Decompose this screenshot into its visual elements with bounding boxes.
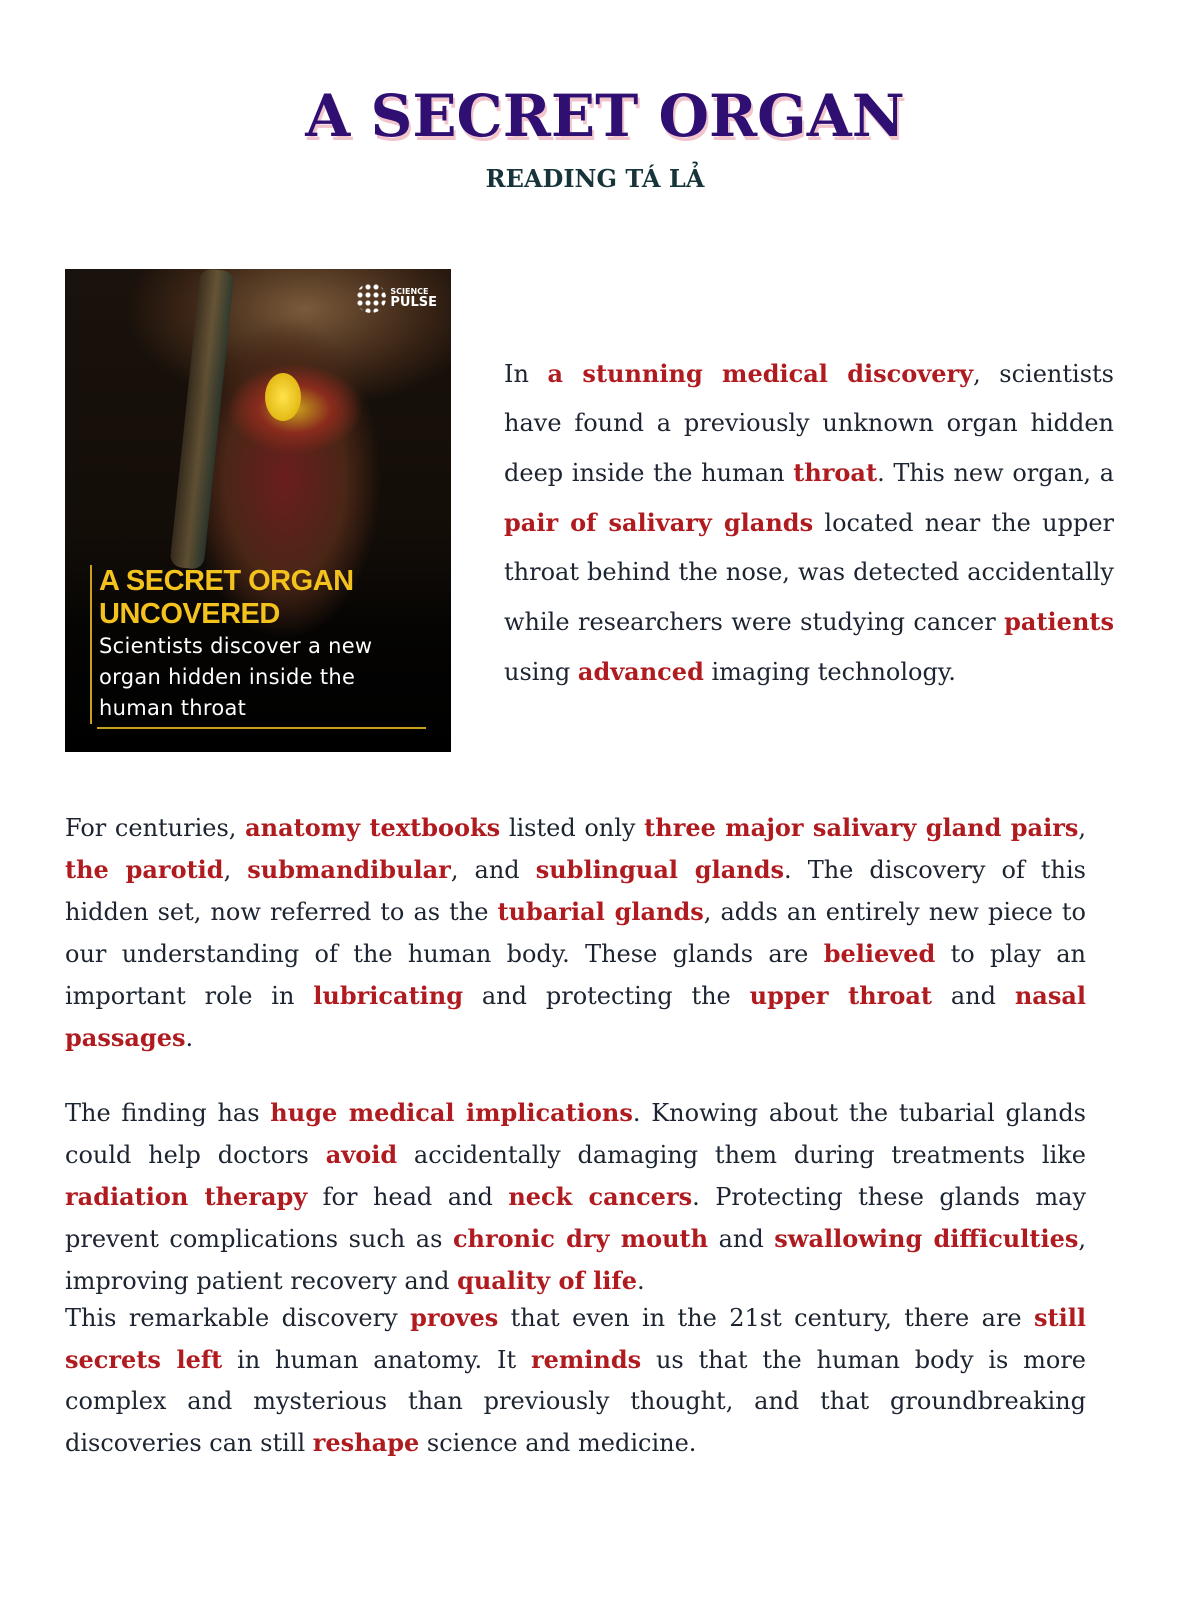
body-text: . Protecting these glands may prevent complications such as <box>65 1183 1086 1253</box>
body-text: , <box>223 856 248 884</box>
logo-line1: SCIENCE <box>390 287 429 296</box>
highlight-text: chronic dry mouth <box>452 1224 709 1253</box>
science-pulse-logo <box>356 283 437 313</box>
body-text: to play an important role in <box>65 940 1087 1010</box>
body-text: . The discovery of this hidden set, now referred to as the <box>65 856 1087 926</box>
logo-dots-icon <box>356 283 386 313</box>
body-text: accidentally damaging them during treatments like <box>397 1141 1087 1169</box>
logo-line2: PULSE <box>390 295 437 310</box>
highlight-text: anatomy textbooks <box>245 813 501 842</box>
body-text: that even in the 21st century, there are <box>498 1304 1035 1332</box>
body-text: located near the upper throat behind the nose, was detected accidentally while researchers were studying cancer <box>504 509 1114 636</box>
body-text: imaging technology. <box>703 658 956 686</box>
body-text: science and medicine. <box>419 1429 697 1457</box>
body-text: , adds an entirely new piece to our understanding of the human body. These glands are <box>65 898 1087 968</box>
body-text: us that the human body is more complex and mysterious than previously thought, and that groundbreaking discoveries can still <box>65 1346 1087 1457</box>
highlight-text: throat <box>793 458 878 487</box>
highlight-text: quality of life <box>457 1266 637 1295</box>
highlight-text: avoid <box>325 1140 398 1169</box>
cover-sub-2: organ hidden inside the <box>99 665 356 689</box>
cover-headline-1: A SECRET ORGAN <box>99 565 354 597</box>
highlight-text: a stunning medical discovery <box>547 359 974 388</box>
body-text: . Knowing about the tubarial glands could help doctors <box>65 1099 1086 1169</box>
body-text: and <box>708 1225 775 1253</box>
body-text: , and <box>450 856 536 884</box>
highlight-text: submandibular <box>247 855 451 884</box>
highlight-text: nasal passages <box>65 981 1087 1052</box>
trachea-illustration <box>169 269 234 570</box>
body-text: using <box>504 658 578 686</box>
body-text: , <box>1078 814 1087 842</box>
cover-image <box>65 269 451 752</box>
cover-sub-1: Scientists discover a new <box>99 634 373 658</box>
cover-divider <box>97 727 426 729</box>
body-text: . <box>185 1024 194 1052</box>
body-text: This remarkable discovery <box>65 1304 411 1332</box>
highlight-text: the parotid <box>65 855 224 884</box>
paragraph-anatomy <box>65 807 1086 1059</box>
body-text: in human anatomy. It <box>222 1346 531 1374</box>
organ-illustration <box>265 373 301 421</box>
highlight-text: pair of salivary glands <box>504 508 814 537</box>
highlight-text: sublingual glands <box>535 855 785 884</box>
highlight-text: lubricating <box>313 981 464 1010</box>
highlight-text: neck cancers <box>508 1182 693 1211</box>
cover-headline-2: UNCOVERED <box>99 598 280 630</box>
highlight-text: reshape <box>312 1428 420 1457</box>
cover-sub-3: human throat <box>99 696 247 720</box>
body-text: . This new organ, a <box>877 459 1114 487</box>
body-text: In <box>504 360 548 388</box>
body-text: . <box>637 1267 645 1295</box>
body-text: For centuries, <box>65 814 246 842</box>
body-text: The finding has <box>65 1099 271 1127</box>
highlight-text: tubarial glands <box>497 897 704 926</box>
highlight-text: still secrets left <box>65 1303 1086 1374</box>
body-text: , scientists have found a previously unknown organ hidden deep inside the human <box>504 360 1114 487</box>
body-text: for head and <box>307 1183 509 1211</box>
highlight-text: believed <box>823 939 936 968</box>
body-text: and protecting the <box>463 982 750 1010</box>
body-text: listed only <box>500 814 645 842</box>
highlight-text: upper throat <box>749 981 932 1010</box>
cover-caption <box>90 565 372 724</box>
highlight-text: swallowing difficulties <box>774 1224 1079 1253</box>
page-title: A SECRET ORGAN <box>305 82 905 150</box>
highlight-text: three major salivary gland pairs <box>644 813 1079 842</box>
paragraph-intro <box>504 349 1114 697</box>
highlight-text: proves <box>410 1303 499 1332</box>
paragraph-conclusion <box>65 1297 1086 1464</box>
body-text: and <box>931 982 1015 1010</box>
highlight-text: huge medical implications <box>270 1098 633 1127</box>
page-subtitle: READING TÁ LẢ <box>485 164 705 193</box>
highlight-text: radiation therapy <box>65 1182 308 1211</box>
highlight-text: reminds <box>530 1345 642 1374</box>
highlight-text: patients <box>1004 607 1114 636</box>
body-text: , improving patient recovery and <box>65 1225 1087 1295</box>
paragraph-implications <box>65 1092 1086 1302</box>
highlight-text: advanced <box>577 657 704 686</box>
